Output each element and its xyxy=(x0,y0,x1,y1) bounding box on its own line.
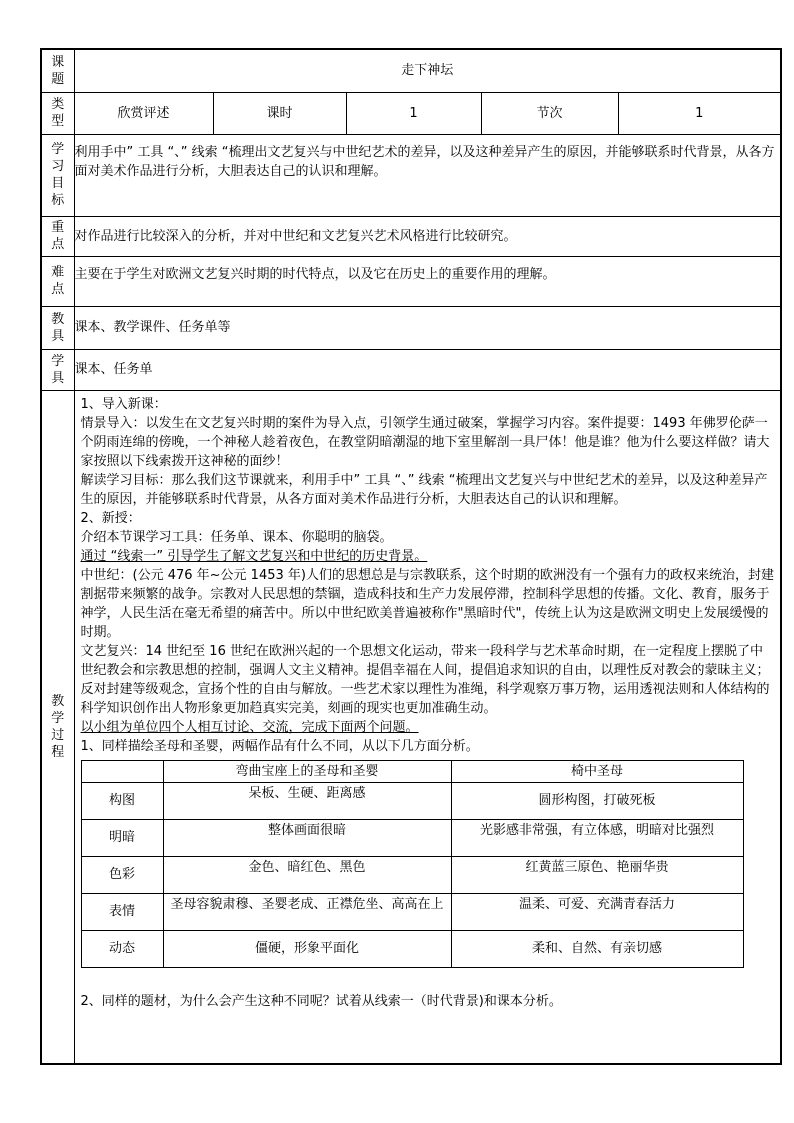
comparison-cell: 整体画面很暗 xyxy=(163,819,451,856)
session-value: 1 xyxy=(618,92,781,134)
hours-label: 课时 xyxy=(213,92,346,134)
process-paragraph: 中世纪：(公元 476 年~公元 1453 年)人们的思想总是与宗教联系，这个时期的欧洲没有一个强有力的政权来统治，封建割据带来频繁的战争。宗教对人民思想的禁锢，造成科技和生产力发展停滞，控制科学思想的传播。文化、教育，服务于神学，人民生活在毫无希望的痛苦中。所以中世纪欧美普遍被称作"黑暗时代"，传统上认为这是欧洲文明史上发展缓慢的时期。 xyxy=(80,567,774,640)
comparison-cell: 圆形构图，打破死板 xyxy=(451,782,743,819)
hours-value: 1 xyxy=(346,92,481,134)
comparison-cell: 僵硬，形象平面化 xyxy=(163,930,451,967)
underlined-text: 以小组为单位四个人相互讨论、交流，完成下面两个问题。 xyxy=(80,719,419,735)
teacher-tools-label: 教 具 xyxy=(41,306,74,349)
comparison-cell: 呆板、生硬、距离感 xyxy=(163,782,451,819)
process-paragraph xyxy=(81,547,775,566)
lesson-plan-table xyxy=(40,48,782,1065)
topic-label: 课 题 xyxy=(41,49,74,92)
key-point-text: 对作品进行比较深入的分析，并对中世纪和文艺复兴艺术风格进行比较研究。 xyxy=(74,216,781,256)
process-label: 教 学 过 程 xyxy=(41,390,74,1064)
session-label: 节次 xyxy=(481,92,618,134)
process-paragraph: 解读学习目标：那么我们这节课就来，利用手中” 工具 “、” 线索 “梳理出文艺复兴与中世纪艺术的差异，以及这种差异产生的原因，并能够联系时代背景，从各方面对美术作品进行分析，大胆表达自己的认识和理解。 xyxy=(80,472,768,507)
process-paragraph xyxy=(81,718,775,737)
process-paragraph: 2、同样的题材，为什么会产生这种不同呢？试着从线索一（时代背景)和课本分析。 xyxy=(80,993,562,1009)
objective-label: 学 习 目 标 xyxy=(41,134,74,216)
objective-text: 利用手中” 工具 “、” 线索 “梳理出文艺复兴与中世纪艺术的差异，以及这种差异产生的原因，并能够联系时代背景，从各方面对美术作品进行分析，大胆表达自己的认识和理解。 xyxy=(74,134,781,216)
comparison-header: 弯曲宝座上的圣母和圣婴 xyxy=(163,760,451,782)
comparison-row-label: 表情 xyxy=(81,893,163,930)
student-tools-label: 学 具 xyxy=(41,349,74,390)
student-tools-text: 课本、任务单 xyxy=(74,349,781,390)
process-paragraph: 2、新授： xyxy=(80,510,141,526)
comparison-row-label: 色彩 xyxy=(81,856,163,893)
comparison-cell: 柔和、自然、有亲切感 xyxy=(451,930,743,967)
underlined-text: 通过 “线索一” 引导学生了解文艺复兴和中世纪的历史背景。 xyxy=(80,548,428,564)
process-paragraph: 情景导入：以发生在文艺复兴时期的案件为导入点，引领学生通过破案，掌握学习内容。案件提要：1493 年佛罗伦萨一个阴雨连绵的傍晚，一个神秘人趁着夜色，在教堂阴暗潮湿的地下室里解剖一具尸体！他是谁？他为什么要这样做？请大家按照以下线索拨开这神秘的面纱！ xyxy=(80,415,770,469)
process-content xyxy=(74,390,781,1064)
comparison-cell: 温柔、可爱、充满青春活力 xyxy=(451,893,743,930)
type-label: 类 型 xyxy=(41,92,74,134)
teacher-tools-text: 课本、教学课件、任务单等 xyxy=(74,306,781,349)
comparison-header: 椅中圣母 xyxy=(451,760,743,782)
topic-value: 走下神坛 xyxy=(74,49,781,92)
comparison-cell: 红黄蓝三原色、艳丽华贵 xyxy=(451,856,743,893)
key-point-label: 重 点 xyxy=(41,216,74,256)
process-paragraph: 文艺复兴：14 世纪至 16 世纪在欧洲兴起的一个思想文化运动，带来一段科学与艺术革命时期，在一定程度上摆脱了中世纪教会和宗教思想的控制，强调人文主义精神。提倡幸福在人间，提倡追求知识的自由，以理性反对教会的蒙昧主义；反对封建等级观念，宣扬个性的自由与解放。一些艺术家以理性为准绳，科学观察万事万物，运用透视法则和人体结构的科学知识创作出人物形象更加趋真实完美，刻画的现实也更加准确生动。 xyxy=(80,643,770,716)
comparison-row-label: 构图 xyxy=(81,782,163,819)
lesson-plan xyxy=(40,48,780,1065)
difficulty-label: 难 点 xyxy=(41,256,74,306)
difficulty-text: 主要在于学生对欧洲文艺复兴时期的时代特点，以及它在历史上的重要作用的理解。 xyxy=(74,256,781,306)
comparison-cell: 圣母容貌肃穆、圣婴老成、正襟危坐、高高在上 xyxy=(163,893,451,930)
process-paragraph: 1、同样描绘圣母和圣婴，两幅作品有什么不同，从以下几方面分析。 xyxy=(80,738,479,754)
comparison-cell: 金色、暗红色、黑色 xyxy=(163,856,451,893)
comparison-table xyxy=(81,760,744,968)
comparison-corner xyxy=(81,760,163,782)
comparison-row-label: 动态 xyxy=(81,930,163,967)
comparison-cell: 光影感非常强，有立体感，明暗对比强烈 xyxy=(451,819,743,856)
process-paragraph: 1、导入新课： xyxy=(80,396,167,412)
type-value: 欣赏评述 xyxy=(74,92,213,134)
process-paragraph: 介绍本节课学习工具：任务单、课本、你聪明的脑袋。 xyxy=(80,529,393,545)
comparison-row-label: 明暗 xyxy=(81,819,163,856)
